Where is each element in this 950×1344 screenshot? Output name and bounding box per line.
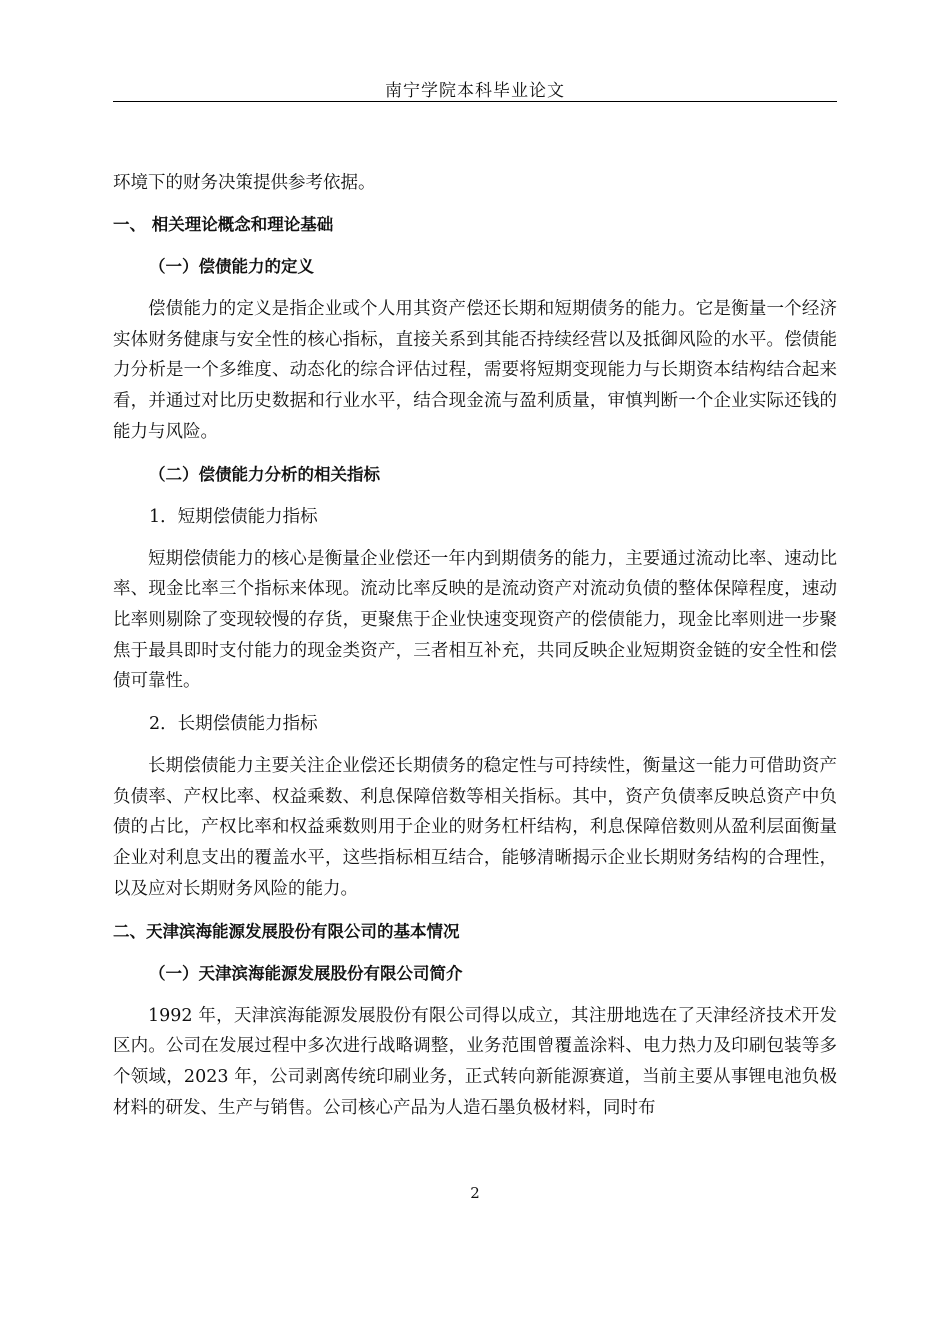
subsection-heading-definition: （一）偿债能力的定义 [149,257,314,276]
section-heading-company: 二、天津滨海能源发展股份有限公司的基本情况 [113,921,460,941]
paragraph-definition: 偿债能力的定义是指企业或个人用其资产偿还长期和短期债务的能力。它是衡量一个经济实体财务健康与安全性的核心指标，直接关系到其能否持续经营以及抵御风险的水平。偿债能力分析是一个多维度、动态化的综合评估过程，需要将短期变现能力与长期资本结构结合起来看，并通过对比历史数据和行业水平，结合现金流与盈利质量，审慎判断一个企业实际还钱的能力与风险。 [113,299,837,442]
document-body [113,168,837,1123]
paragraph-long-term: 长期偿债能力主要关注企业偿还长期债务的稳定性与可持续性，衡量这一能力可借助资产负债率、产权比率、权益乘数、利息保障倍数等相关指标。其中，资产负债率反映总资产中负债的占比，产权比率和权益乘数则用于企业的财务杠杆结构，利息保障倍数则从盈利层面衡量企业对利息支出的覆盖水平，这些指标相互结合，能够清晰揭示企业长期财务结构的合理性，以及应对长期财务风险的能力。 [113,756,837,899]
header-divider [113,101,837,102]
page-number: 2 [470,1184,480,1202]
item-heading-short-term: 1．短期偿债能力指标 [149,506,318,527]
item-heading-long-term: 2．长期偿债能力指标 [149,714,318,735]
subsection-heading-company-intro: （一）天津滨海能源发展股份有限公司简介 [149,963,463,983]
intro-line: 环境下的财务决策提供参考依据。 [113,173,376,193]
subsection-heading-indicators: （二）偿债能力分析的相关指标 [149,464,380,484]
running-header-title: 南宁学院本科毕业论文 [385,81,565,101]
paragraph-short-term: 短期偿债能力的核心是衡量企业偿还一年内到期债务的能力，主要通过流动比率、速动比率、现金比率三个指标来体现。流动比率反映的是流动资产对流动负债的整体保障程度，速动比率则剔除了变现较慢的存货，更聚焦于企业快速变现资产的偿债能力，现金比率则进一步聚焦于最具即时支付能力的现金类资产，三者相互补充，共同反映企业短期资金链的安全性和偿债可靠性。 [113,548,837,692]
section-heading-theory: 一、 相关理论概念和理论基础 [113,215,334,234]
paragraph-company: 1992 年，天津滨海能源发展股份有限公司得以成立，其注册地选在了天津经济技术开发区内。公司在发展过程中多次进行战略调整，业务范围曾覆盖涂料、电力热力及印刷包装等多个领域，2023 年，公司剥离传统印刷业务，正式转向新能源赛道，当前主要从事锂电池负极材料的研发、生产与销售。公司核心产品为人造石墨负极材料，同时布 [113,1005,837,1118]
